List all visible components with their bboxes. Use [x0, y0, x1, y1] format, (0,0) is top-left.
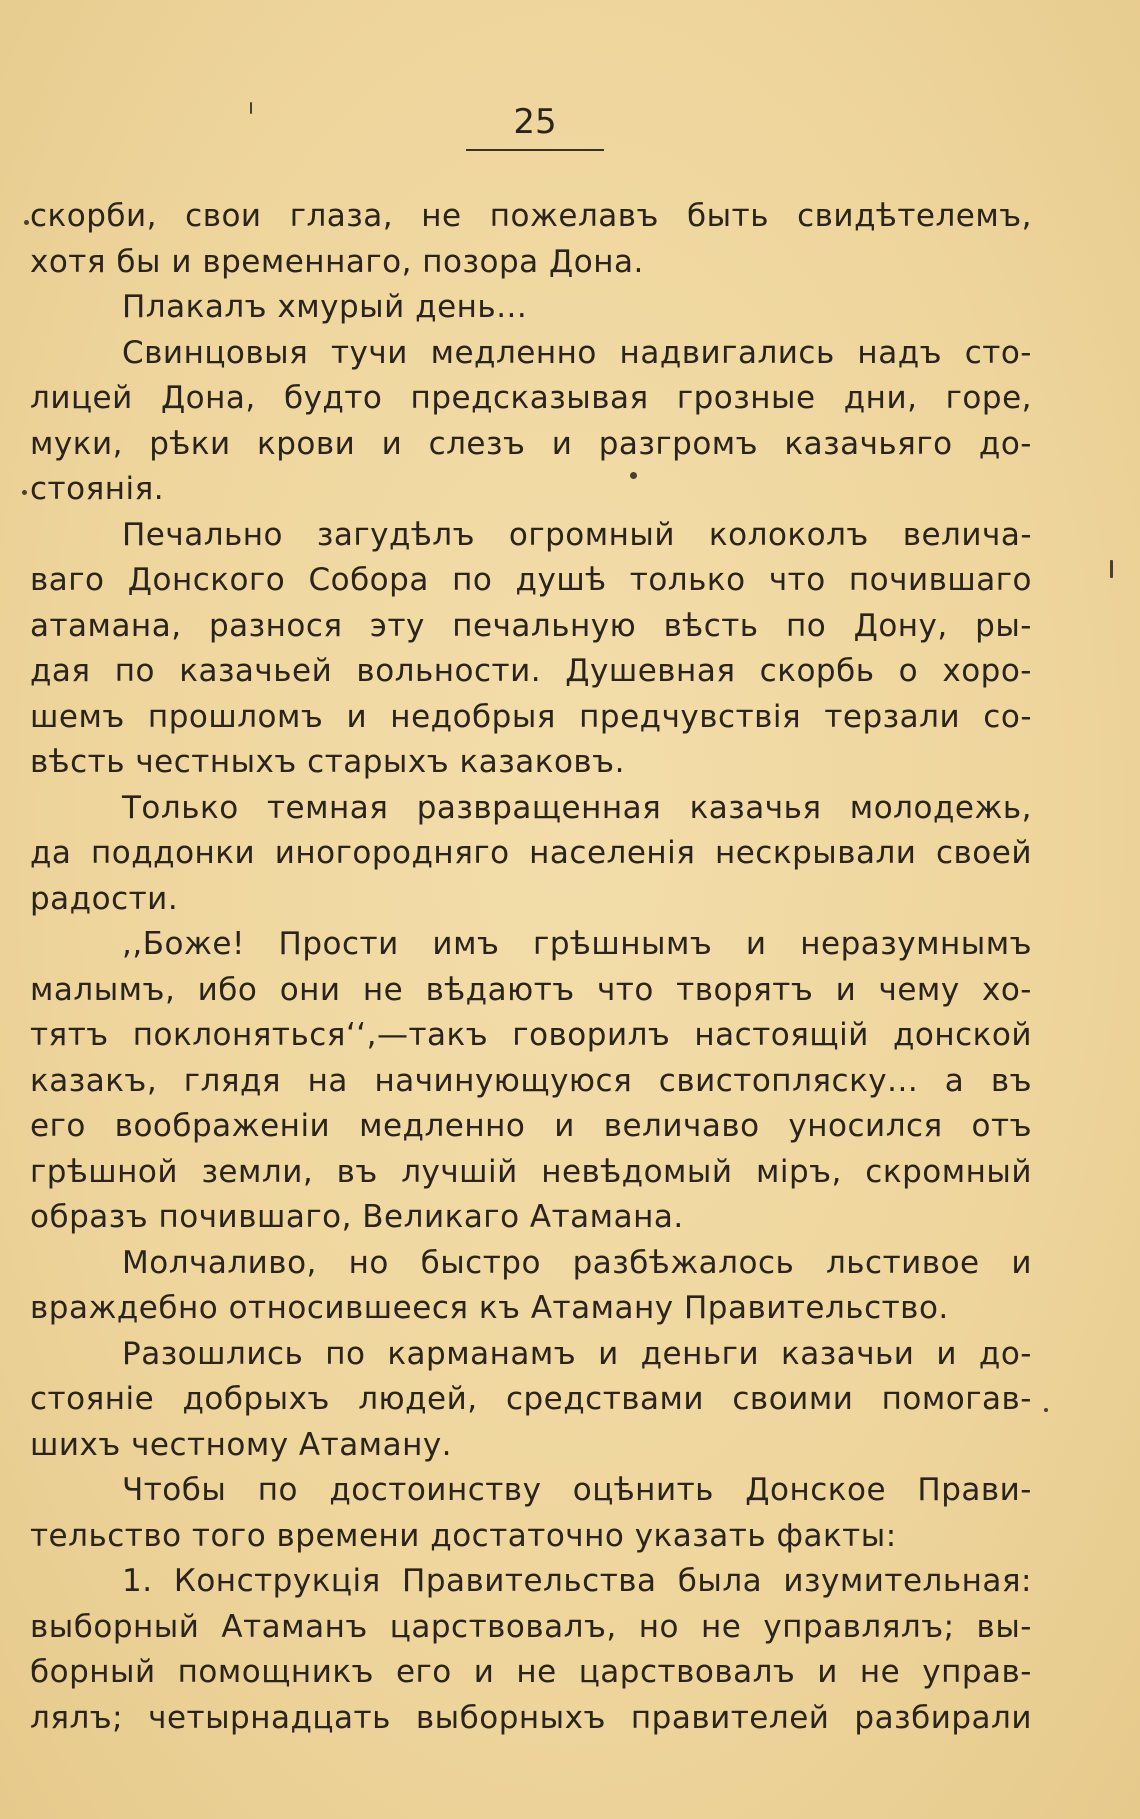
text-line: стоянія. — [30, 471, 165, 507]
text-line: тятъ поклоняться‘‘,—такъ говорилъ настоящій донской — [30, 1017, 1032, 1053]
text-line: 1. Конструкція Правительства была изумительная: — [122, 1563, 1032, 1599]
print-speck — [630, 472, 637, 479]
text-line: радости. — [30, 880, 179, 917]
print-speck — [24, 220, 29, 225]
print-speck — [250, 102, 252, 114]
text-line: его воображеніи медленно и величаво уносился отъ — [30, 1108, 1032, 1144]
text-line: лялъ; четырнадцать выборныхъ правителей разбирали — [30, 1699, 1032, 1736]
text-line: ваго Донского Собора по душѣ только что почившаго — [30, 562, 1032, 598]
text-line: вѣсть честныхъ старыхъ казаковъ. — [30, 744, 625, 780]
text-line: борный помощникъ его и не царствовалъ и не управ- — [30, 1654, 1032, 1690]
text-line: Плакалъ хмурый день... — [122, 289, 528, 325]
text-line: атамана, разнося эту печальную вѣсть по Дону, ры- — [30, 607, 1032, 644]
text-line: шемъ прошломъ и недобрыя предчувствія терзали со- — [30, 698, 1032, 735]
text-line: Чтобы по достоинству оцѣнить Донское Прави- — [122, 1472, 1032, 1508]
text-line: малымъ, ибо они не вѣдаютъ что творятъ и чему хо- — [30, 971, 1032, 1008]
text-line: муки, рѣки крови и слезъ и разгромъ казачьяго до- — [30, 425, 1032, 462]
text-line: враждебно относившееся къ Атаману Правительство. — [30, 1290, 949, 1326]
text-line: тельство того времени достаточно указать факты: — [30, 1517, 897, 1554]
text-line: дая по казачьей вольности. Душевная скорбь о хоро- — [30, 653, 1032, 689]
print-speck — [22, 490, 27, 495]
text-line: выборный Атаманъ царствовалъ, но не управлялъ; вы- — [30, 1608, 1032, 1645]
print-speck — [1110, 560, 1113, 578]
text-line: Молчаливо, но быстро разбѣжалось льстивое и — [122, 1244, 1032, 1281]
page-number-rule — [466, 149, 604, 151]
text-line: стояніе добрыхъ людей, средствами своими помогав- — [30, 1381, 1032, 1417]
text-line: Свинцовыя тучи медленно надвигались надъ сто- — [122, 334, 1032, 371]
text-line: казакъ, глядя на начинующуюся свистопляску... а въ — [30, 1062, 1032, 1099]
text-line: Печально загудѣлъ огромный колоколъ велича- — [122, 516, 1032, 553]
text-line: ,,Боже! Прости имъ грѣшнымъ и неразумнымъ — [122, 926, 1032, 962]
text-line: хотя бы и временнаго, позора Дона. — [30, 243, 644, 280]
print-speck — [1044, 1408, 1048, 1412]
text-line: Только темная развращенная казачья молодежь, — [122, 789, 1032, 826]
text-line: скорби, свои глаза, не пожелавъ быть свидѣтелемъ, — [30, 198, 1032, 234]
text-line: шихъ честному Атаману. — [30, 1426, 453, 1463]
text-line: грѣшной земли, въ лучшій невѣдомый міръ, скромный — [30, 1153, 1032, 1190]
text-line: да поддонки иногородняго населенія нескрывали своей — [30, 835, 1032, 871]
text-line: образъ почившаго, Великаго Атамана. — [30, 1199, 684, 1235]
page-number: 25 — [513, 102, 557, 142]
text-line: лицей Дона, будто предсказывая грозные дни, горе, — [30, 380, 1032, 416]
text-line: Разошлись по карманамъ и деньги казачьи и до- — [122, 1335, 1032, 1372]
body-text — [30, 194, 1032, 1741]
